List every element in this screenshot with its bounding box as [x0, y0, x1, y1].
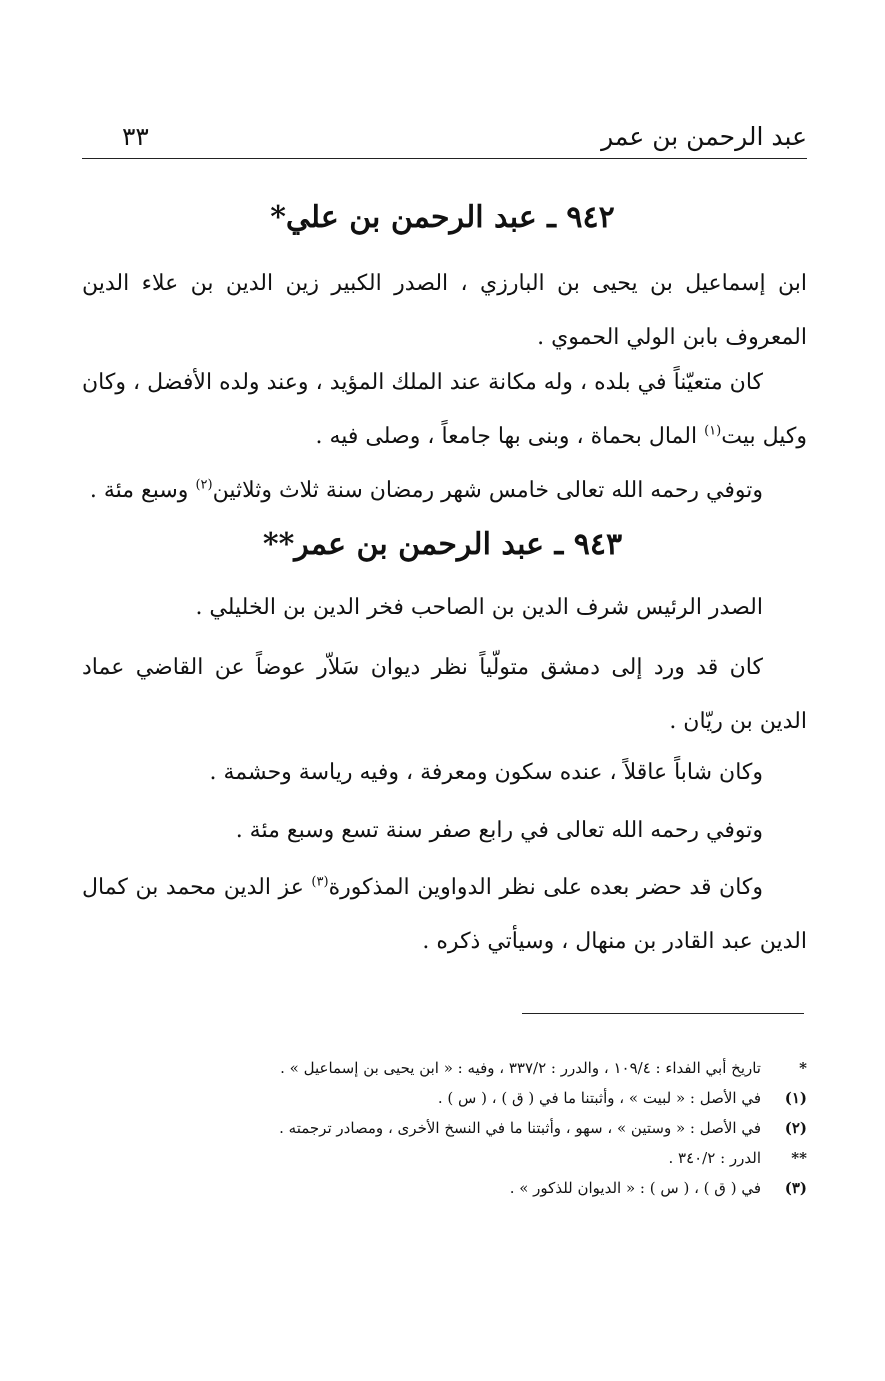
footnote-text: الدرر : ٣٤٠/٢ . — [668, 1149, 761, 1167]
footnote-mark: * — [799, 1059, 807, 1077]
entry-title-942: ٩٤٢ ـ عبد الرحمن بن علي* — [270, 200, 615, 235]
footnote-text: تاريخ أبي الفداء : ١٠٩/٤ ، والدرر : ٣٣٧/٢ ، وفيه : « ابن يحيى بن إسماعيل » . — [280, 1059, 761, 1077]
page-number: ٣٣ — [122, 122, 149, 151]
entry-title-943: ٩٤٣ ـ عبد الرحمن بن عمر** — [262, 527, 623, 562]
running-title: عبد الرحمن بن عمر — [601, 122, 807, 151]
footnote-ref-3[interactable]: (٣) — [311, 874, 329, 890]
footnote-ref-2[interactable]: (٢) — [195, 477, 213, 493]
entry-943-paragraph-4: وتوفي رحمه الله تعالى في رابع صفر سنة تسع وسبع مئة . — [235, 818, 763, 843]
running-header — [82, 118, 807, 159]
entry-942-paragraph-1: ابن إسماعيل بن يحيى بن البارزي ، الصدر الكبير زين الدين بن علاء الدين المعروف بابن الولي الحموي . — [82, 271, 807, 350]
footnote-mark: (٣) — [784, 1179, 807, 1197]
footnote-ref-1[interactable]: (١) — [704, 423, 722, 439]
footnote-mark: ** — [791, 1149, 807, 1167]
footnote-mark: (٢) — [784, 1119, 807, 1137]
entry-942-paragraph-2: كان متعيّناً في بلده ، وله مكانة عند الملك المؤيد ، وعند ولده الأفضل ، وكان وكيل بيت$^{(١)}$ المال بحماة ، وبنى بها جامعاً ، وصلى فيه . — [82, 370, 807, 449]
entry-942-paragraph-3: وتوفي رحمه الله تعالى خامس شهر رمضان سنة ثلاث وثلاثين$^{(٢)}$ وسبع مئة . — [89, 477, 763, 503]
entry-943-paragraph-5: وكان قد حضر بعده على نظر الدواوين المذكورة$^{(٣)}$ عز الدين محمد بن كمال الدين عبد القادر بن منهال ، وسيأتي ذكره . — [82, 874, 807, 954]
entry-943-paragraph-1: الصدر الرئيس شرف الدين بن الصاحب فخر الدين بن الخليلي . — [195, 595, 763, 620]
footnotes — [100, 1053, 807, 1203]
entry-943-paragraph-3: وكان شاباً عاقلاً ، عنده سكون ومعرفة ، وفيه رياسة وحشمة . — [209, 760, 763, 785]
footnote-item — [100, 1083, 807, 1113]
footnote-text: في الأصل : « لبيت » ، وأثبتنا ما في ( ق ) ، ( س ) . — [437, 1089, 761, 1107]
footnote-item — [100, 1143, 807, 1173]
footnote-item — [100, 1113, 807, 1143]
footnote-mark: (١) — [784, 1089, 807, 1107]
footnote-item — [100, 1053, 807, 1083]
footnote-item — [100, 1173, 807, 1203]
footnote-text: في ( ق ) ، ( س ) : « الديوان للذكور » . — [509, 1179, 761, 1197]
footnote-separator — [522, 1013, 804, 1014]
entry-943-paragraph-2: كان قد ورد إلى دمشق متولّياً نظر ديوان سَلاّر عوضاً عن القاضي عماد الدين بن ريّان . — [82, 655, 807, 734]
footnote-text: في الأصل : « وستين » ، سهو ، وأثبتنا ما في النسخ الأخرى ، ومصادر ترجمته . — [279, 1119, 761, 1137]
